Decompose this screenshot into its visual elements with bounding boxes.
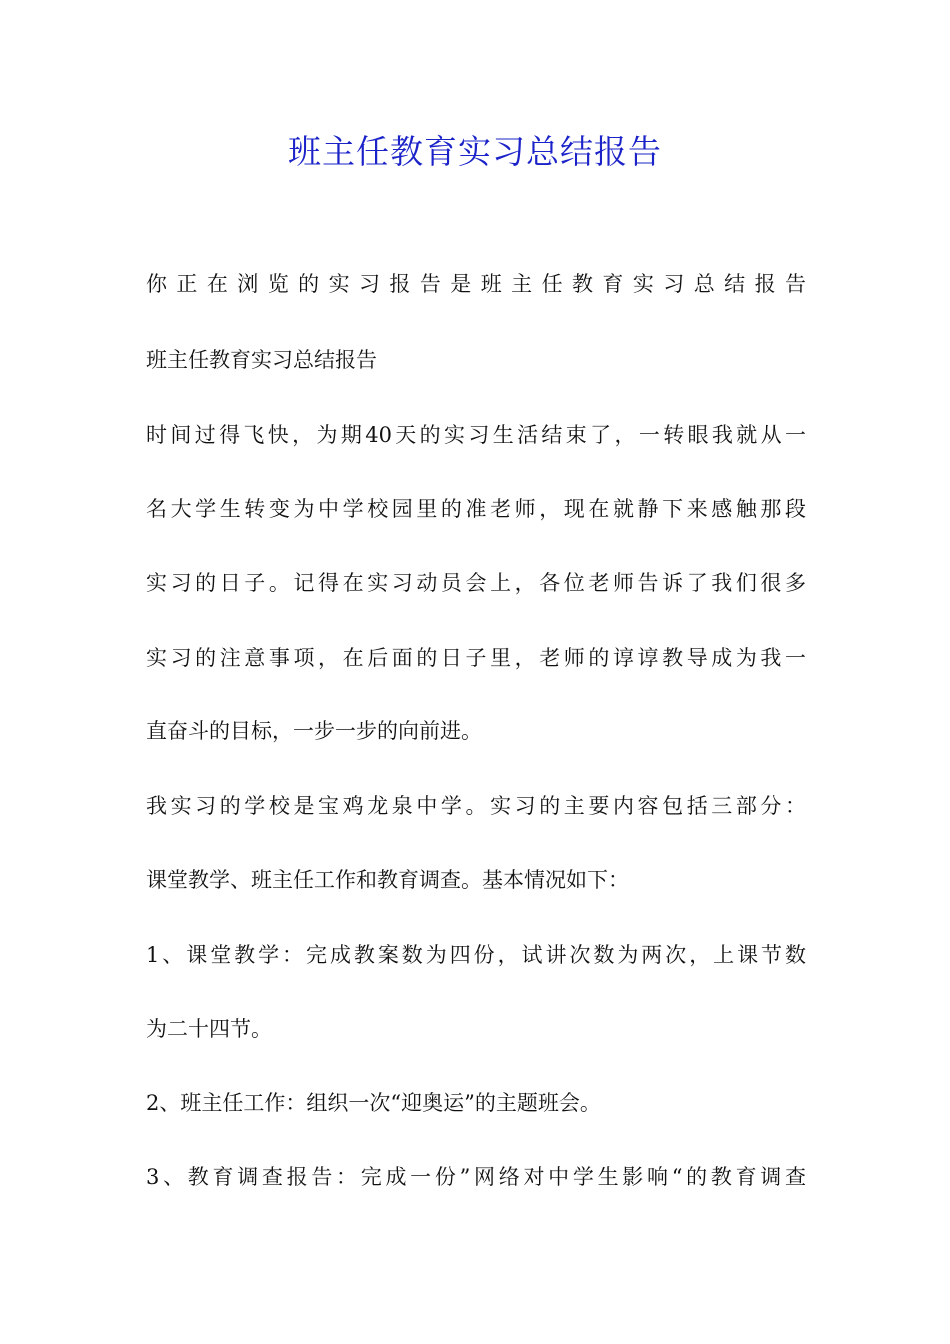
- paragraph-line: 实习的注意事项，在后面的日子里，老师的谆谆教导成为我一: [146, 646, 806, 670]
- paragraph-line-subtitle: 班主任教育实习总结报告: [146, 348, 377, 372]
- paragraph-line-intro: 你正在浏览的实习报告是班主任教育实习总结报告: [146, 272, 806, 296]
- list-item-line: 3、教育调查报告：完成一份”网络对中学生影响“的教育调查: [146, 1165, 806, 1189]
- paragraph-line: 时间过得飞快，为期40天的实习生活结束了，一转眼我就从一: [146, 423, 806, 447]
- list-item-line: 2、班主任工作：组织一次“迎奥运”的主题班会。: [146, 1091, 601, 1115]
- list-item-line: 1、课堂教学：完成教案数为四份，试讲次数为两次，上课节数: [146, 943, 806, 967]
- list-item-line: 为二十四节。: [146, 1017, 272, 1041]
- document-title: 班主任教育实习总结报告: [288, 132, 662, 171]
- paragraph-line: 课堂教学、班主任工作和教育调查。基本情况如下：: [146, 868, 629, 892]
- paragraph-line: 名大学生转变为中学校园里的准老师，现在就静下来感触那段: [146, 497, 806, 521]
- paragraph-line: 我实习的学校是宝鸡龙泉中学。实习的主要内容包括三部分：: [146, 794, 806, 818]
- paragraph-line: 直奋斗的目标，一步一步的向前进。: [146, 719, 482, 743]
- paragraph-line: 实习的日子。记得在实习动员会上，各位老师告诉了我们很多: [146, 571, 806, 595]
